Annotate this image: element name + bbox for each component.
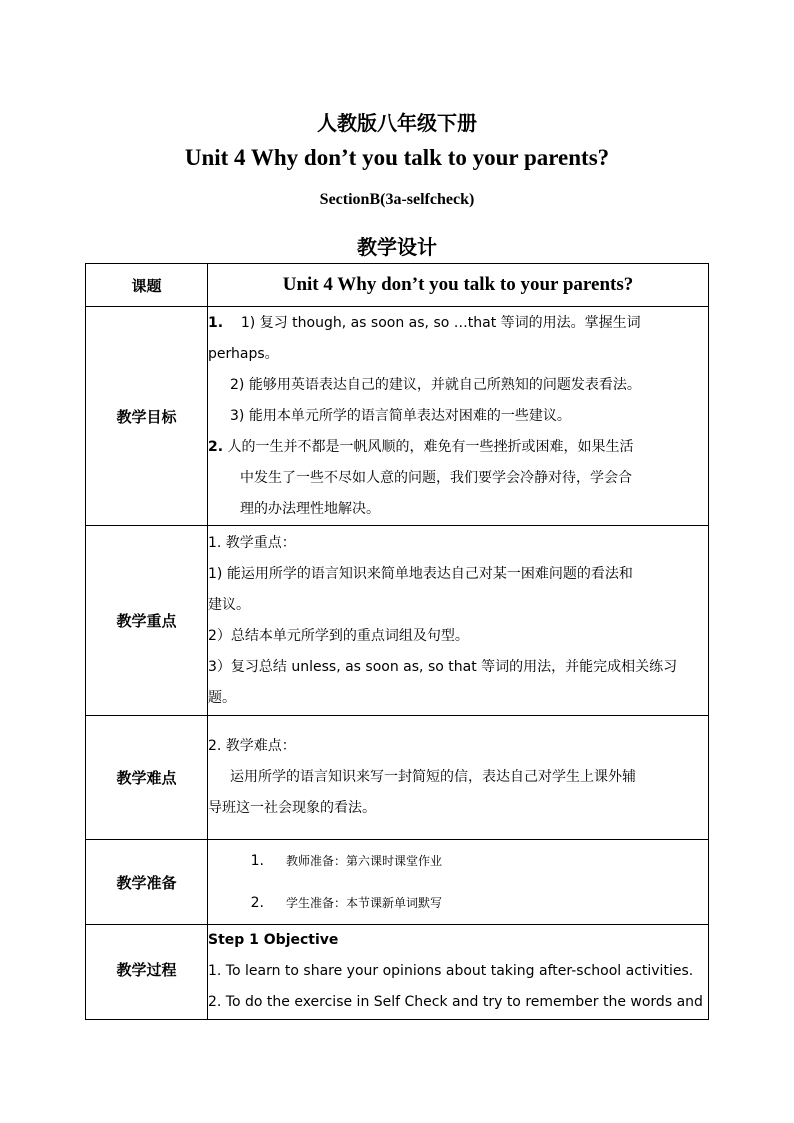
key-point-line-2: 1) 能运用所学的语言知识来简单地表达自己对某一困难问题的看法和 [208,565,633,582]
prep-text-2: 学生准备：本节课新单词默写 [286,896,443,910]
key-point-line-6: 题。 [208,689,236,706]
key-points-row [86,526,709,716]
objective-line-3: 3) 能用本单元所学的语言简单表达对困难的一些建议。 [230,407,571,424]
key-points-content [208,526,709,716]
difficulties-content [208,716,709,840]
prep-item-1 [208,840,708,882]
topic-value: Unit 4 Why don’t you talk to your parents? [208,264,709,307]
process-label: 教学过程 [86,925,208,1020]
objectives-label: 教学目标 [86,307,208,526]
objective-text-1: 1) 复习 though, as soon as, so …that 等词的用法。掌握生词 [240,314,641,331]
preparation-row [86,840,709,925]
section-title: SectionB(3a-selfcheck) [319,191,475,208]
topic-label: 课题 [86,264,208,307]
lesson-plan-table [85,263,709,1020]
difficulties-label: 教学难点 [86,716,208,840]
key-point-line-5: 3）复习总结 unless, as soon as, so that 等词的用法，并能完成相关练习 [208,658,678,675]
design-title: 教学设计 [357,235,437,259]
objective-line-6: 理的办法理性地解决。 [240,500,380,517]
objective-line-5: 中发生了一些不尽如人意的问题，我们要学会冷静对待，学会合 [240,469,632,486]
difficulty-line-3: 导班这一社会现象的看法。 [208,800,376,816]
difficulty-line-2: 运用所学的语言知识来写一封简短的信，表达自己对学生上课外辅 [230,769,636,785]
process-line-2: 2. To do the exercise in Self Check and try to remember the words and [208,994,703,1010]
process-step-title: Step 1 Objective [208,932,339,948]
objective-line-4 [208,432,708,463]
preparation-label: 教学准备 [86,840,208,925]
objectives-content [208,307,709,526]
objective-num-2: 2. [208,438,224,455]
objective-line-2: 2) 能够用英语表达自己的建议，并就自己所熟知的问题发表看法。 [230,376,641,393]
process-line-1: 1. To learn to share your opinions about taking after-school activities. [208,963,694,979]
textbook-title: 人教版八年级下册 [317,111,477,135]
key-point-line-1: 1. 教学重点： [208,534,296,551]
key-points-label: 教学重点 [86,526,208,716]
prep-text-1: 教师准备：第六课时课堂作业 [286,854,443,868]
difficulty-line-1: 2. 教学难点： [208,738,296,754]
preparation-content [208,840,709,925]
difficulties-row [86,716,709,840]
objective-text-4: 人的一生并不都是一帆风顺的，难免有一些挫折或困难，如果生活 [227,438,634,455]
topic-row [86,264,709,307]
prep-num-1: 1. [250,853,264,869]
prep-num-2: 2. [250,895,264,911]
objective-line-1-cont: perhaps。 [208,345,279,362]
objectives-row [86,307,709,526]
key-point-line-4: 2）总结本单元所学到的重点词组及句型。 [208,627,469,644]
unit-title: Unit 4 Why don’t you talk to your parents? [184,145,610,170]
process-content [208,925,709,1020]
objective-num-1: 1. [208,314,224,331]
process-row [86,925,709,1020]
objective-line-1 [208,308,708,339]
prep-item-2 [208,882,708,924]
key-point-line-3: 建议。 [208,596,250,613]
